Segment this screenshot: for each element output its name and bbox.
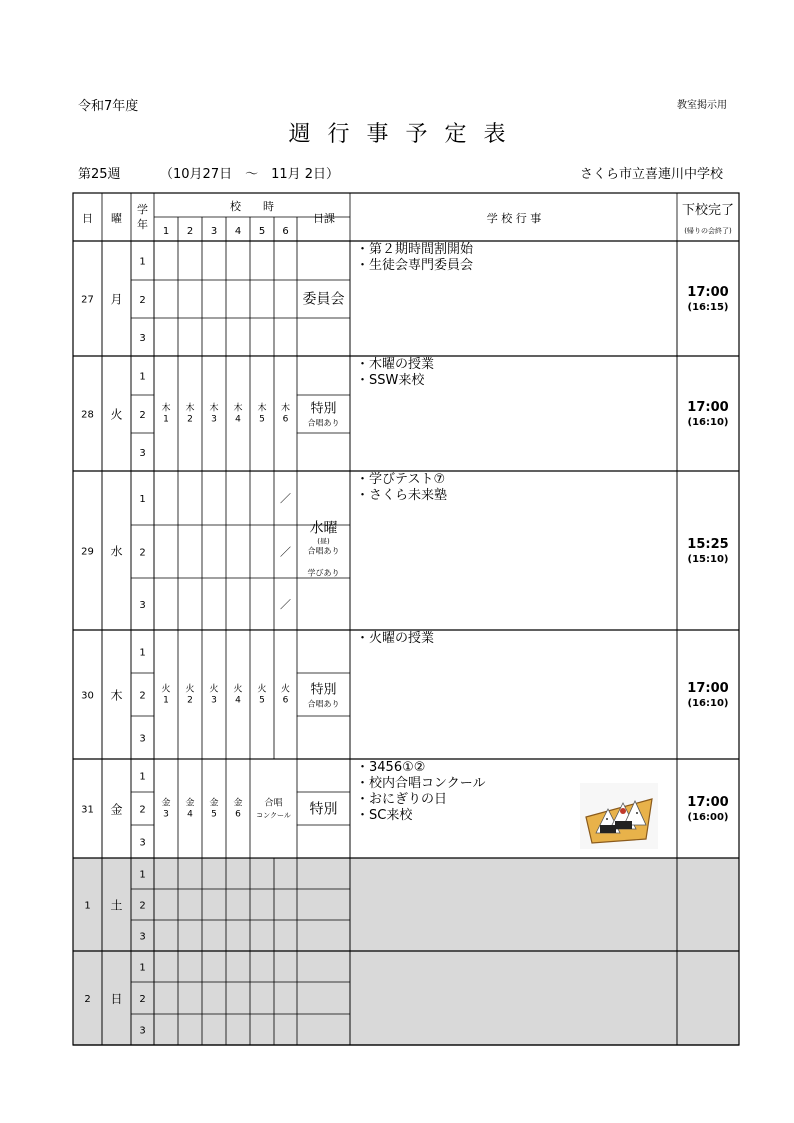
period-cell: 6 <box>282 414 289 425</box>
day-date: 27 <box>81 294 94 306</box>
day-weekday: 土 <box>110 898 123 913</box>
onigiri-icon <box>580 783 658 849</box>
schedule-sub: 合唱あり <box>307 546 340 556</box>
day-weekday: 月 <box>110 292 123 307</box>
week-label: 第25週 <box>78 167 121 182</box>
event-item: ・生徒会専門委員会 <box>356 258 474 273</box>
dismissal-col-header: 下校完了 <box>681 203 735 218</box>
event-item: ・学びテスト⑦ <box>356 472 446 487</box>
grade-label: 2 <box>139 804 146 816</box>
day-weekday: 水 <box>110 544 123 559</box>
period-header: 6 <box>282 226 289 237</box>
grade-label: 3 <box>139 733 146 745</box>
dismissal-sub: (16:00) <box>687 811 729 823</box>
day-date: 2 <box>84 994 91 1005</box>
weekday-col-header: 曜 <box>111 212 122 225</box>
schedule-label: 特別 <box>310 682 337 698</box>
umeboshi <box>620 808 626 814</box>
era-label: 令和7年度 <box>78 99 139 114</box>
grade-label: 2 <box>139 547 146 559</box>
slash-mark: ／ <box>280 545 291 559</box>
day-weekday: 火 <box>110 407 123 422</box>
grade-label: 2 <box>139 900 146 912</box>
day-date: 30 <box>81 690 94 702</box>
dismissal-sub: (16:15) <box>687 301 729 313</box>
event-list <box>356 357 434 389</box>
grade-label: 1 <box>139 869 146 881</box>
slash-mark: ／ <box>280 492 291 505</box>
event-list <box>356 472 447 504</box>
day-date: 1 <box>84 900 91 912</box>
schedule-label: 委員会 <box>302 291 345 308</box>
grade-label: 1 <box>139 256 146 268</box>
period-cell: 金 <box>185 798 195 809</box>
merged-period-block <box>155 760 297 857</box>
slash-mark: ／ <box>280 598 291 611</box>
period-cell: 5 <box>259 695 265 706</box>
dismissal-time <box>678 400 738 429</box>
event-list <box>356 760 485 824</box>
period-header: 1 <box>162 226 170 237</box>
sesame-dot <box>636 812 638 814</box>
grade-label: 1 <box>139 371 146 383</box>
period-header: 4 <box>234 226 242 237</box>
grade-label: 1 <box>139 771 146 783</box>
event-list <box>356 242 473 274</box>
grade-col-header: 年 <box>137 218 148 231</box>
period-cell: 木 <box>233 403 243 414</box>
nori-wrap <box>600 825 616 833</box>
period-cell: 4 <box>187 809 193 820</box>
dismissal-col-sub: (帰りの会終了) <box>684 227 732 235</box>
schedule-label: 特別 <box>309 801 338 818</box>
school-name: さくら市立喜連川中学校 <box>580 167 724 182</box>
period-cell: 火 <box>280 684 291 695</box>
period-header: 5 <box>258 226 266 237</box>
grade-label: 1 <box>139 494 146 505</box>
period-cell: 3 <box>163 809 169 820</box>
period-cell: 金 <box>161 798 171 809</box>
grade-label: 3 <box>139 333 146 344</box>
merged-cell-bottom: コンクール <box>256 811 291 820</box>
dismissal-time <box>678 795 738 824</box>
grade-label: 1 <box>139 962 146 974</box>
day-weekday: 木 <box>110 688 123 703</box>
event-item: ・SSW来校 <box>356 373 425 388</box>
grade-label: 1 <box>139 647 146 659</box>
period-cell: 5 <box>259 414 265 425</box>
merged-period-block <box>155 631 297 758</box>
merged-period-block <box>155 357 297 470</box>
posting-note: 教室掲示用 <box>677 100 727 111</box>
grade-label: 2 <box>139 994 146 1005</box>
dismissal-main: 15:25 <box>687 536 729 552</box>
period-header: 3 <box>210 226 218 237</box>
period-cell: 木 <box>161 403 171 414</box>
sesame-dot <box>606 818 608 820</box>
period-cell: 木 <box>185 403 195 414</box>
dismissal-main: 17:00 <box>687 680 729 696</box>
schedule-label: 水曜 <box>309 520 338 537</box>
period-cell: 5 <box>211 809 217 820</box>
period-cell: 3 <box>211 695 217 706</box>
period-cell: 火 <box>257 684 267 695</box>
day-col-header: 日 <box>82 212 93 225</box>
grade-label: 2 <box>139 295 146 306</box>
event-list <box>356 631 434 647</box>
date-range: （10月27日 ～ 11月 2日） <box>160 167 340 182</box>
period-cell: 木 <box>280 403 291 414</box>
day-date: 29 <box>81 546 94 558</box>
dismissal-sub: (15:10) <box>687 553 729 565</box>
period-cell: 3 <box>211 414 217 425</box>
dismissal-main: 17:00 <box>687 794 729 810</box>
dismissal-time <box>678 537 738 566</box>
grade-label: 3 <box>139 1025 146 1037</box>
schedule-col-header: 日課 <box>313 212 335 225</box>
schedule-label: 特別 <box>310 401 337 417</box>
period-cell: 2 <box>187 695 193 706</box>
shaded-row <box>73 951 739 1045</box>
dismissal-time <box>678 681 738 710</box>
event-item: ・3456①② <box>356 760 426 775</box>
event-item: ・校内合唱コンクール <box>356 776 486 791</box>
grade-label: 3 <box>139 931 146 943</box>
period-cell: 2 <box>187 414 193 425</box>
dismissal-time <box>678 285 738 314</box>
schedule-sub: 合唱あり <box>307 699 340 709</box>
period-cell: 金 <box>209 798 219 809</box>
nori-wrap <box>615 821 632 829</box>
period-cell: 火 <box>185 684 195 695</box>
period-cell: 6 <box>282 695 289 706</box>
event-item: ・木曜の授業 <box>356 357 435 372</box>
dismissal-sub: (16:10) <box>687 697 729 709</box>
event-item: ・SC来校 <box>356 808 413 823</box>
grade-label: 2 <box>139 690 146 702</box>
period-cell: 火 <box>161 684 171 695</box>
period-group-header: 校 時 <box>230 200 274 213</box>
page-title: 週行事予定表 <box>288 122 523 147</box>
schedule-note: (昼) <box>317 537 330 546</box>
day-weekday: 金 <box>110 802 123 817</box>
grade-col-header: 学 <box>137 203 148 216</box>
period-cell: 火 <box>233 684 243 695</box>
period-header: 2 <box>186 226 194 237</box>
period-cell: 6 <box>235 809 241 820</box>
day-date: 31 <box>81 804 94 816</box>
period-cell: 金 <box>233 798 243 809</box>
grade-label: 2 <box>139 410 146 421</box>
grade-label: 3 <box>139 600 146 611</box>
period-cell: 木 <box>209 403 219 414</box>
event-item: ・さくら未来塾 <box>356 488 448 503</box>
dismissal-main: 17:00 <box>687 399 729 415</box>
grade-label: 3 <box>139 837 146 849</box>
period-cell: 4 <box>235 414 241 425</box>
events-col-header: 学 校 行 事 <box>486 212 542 225</box>
schedule-sub: 学びあり <box>307 568 340 578</box>
event-item: ・第２期時間割開始 <box>356 242 474 257</box>
schedule-sub: 合唱あり <box>307 418 340 428</box>
grade-label: 3 <box>139 448 146 459</box>
period-cell: 木 <box>257 403 267 414</box>
shaded-row <box>73 858 739 951</box>
period-cell: 4 <box>235 695 241 706</box>
dismissal-sub: (16:10) <box>687 416 729 428</box>
period-cell: 1 <box>163 695 169 706</box>
event-item: ・おにぎりの日 <box>356 792 448 807</box>
event-item: ・火曜の授業 <box>356 631 435 646</box>
day-weekday: 日 <box>110 992 123 1006</box>
period-cell: 1 <box>163 414 169 425</box>
merged-cell-top: 合唱 <box>264 798 283 809</box>
dismissal-main: 17:00 <box>687 284 729 300</box>
period-cell: 火 <box>209 684 219 695</box>
day-date: 28 <box>81 409 94 421</box>
